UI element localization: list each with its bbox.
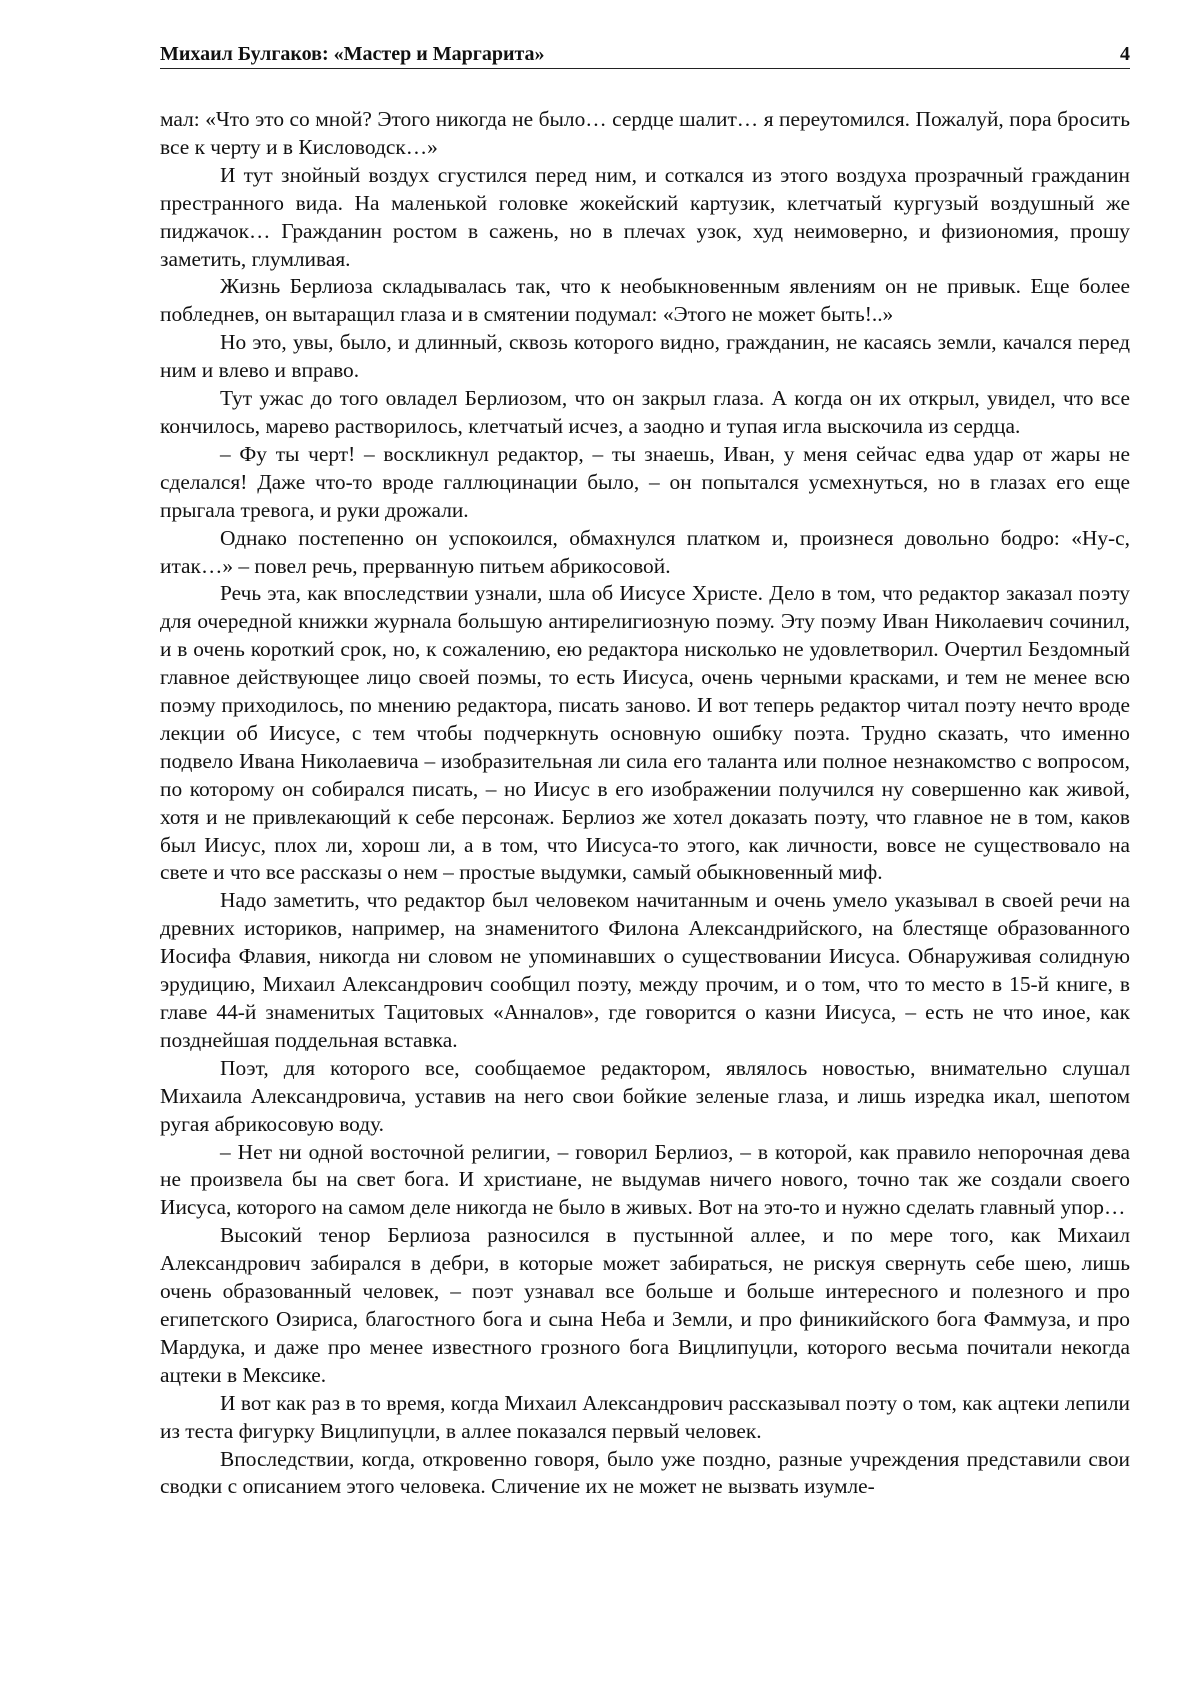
paragraph: Тут ужас до того овладел Берлиозом, что он закрыл глаза. А когда он их открыл, увидел, что все кончилось, марево растворилось, клетчатый исчез, а заодно и тупая игла выскочила из сердца. bbox=[160, 386, 1130, 438]
header-title: Михаил Булгаков: «Мастер и Маргарита» bbox=[160, 43, 545, 65]
body-text bbox=[160, 106, 1130, 1501]
paragraph: Надо заметить, что редактор был человеком начитанным и очень умело указывал в своей речи на древних историков, например, на знаменитого Филона Александрийского, на блестяще образованного Иосифа Флавия, никогда ни словом не упоминавших о существовании Иисуса. Обнаруживая солидную эрудицию, Михаил Александрович сообщил поэту, между прочим, и о том, что то место в 15-й книге, в главе 44-й знаменитых Тацитовых «Анналов», где говорится о казни Иисуса, – есть не что иное, как позднейшая поддельная вставка. bbox=[160, 888, 1130, 1052]
paragraph: – Нет ни одной восточной религии, – говорил Берлиоз, – в которой, как правило непорочная дева не произвела бы на свет бога. И христиане, не выдумав ничего нового, точно так же создали своего Иисуса, которого на самом деле никогда не было в живых. Вот на это-то и нужно сделать главный упор… bbox=[160, 1139, 1130, 1220]
paragraph: Речь эта, как впоследствии узнали, шла об Иисусе Христе. Дело в том, что редактор заказал поэту для очередной книжки журнала большую антирелигиозную поэму. Эту поэму Иван Николаевич сочинил, и в очень короткий срок, но, к сожалению, ею редактора нисколько не удовлетворил. Очертил Бездомный главное действующее лицо своей поэмы, то есть Иисуса, очень черными красками, и тем не менее всю поэму приходилось, по мнению редактора, писать заново. И вот теперь редактор читал поэту нечто вроде лекции об Иисусе, с тем чтобы подчеркнуть основную ошибку поэта. Трудно сказать, что именно подвело Ивана Николаевича – изобразительная ли сила его таланта или полное незнакомство с вопросом, по которому он собирался писать, – но Иисус в его изображении получился ну совершенно как живой, хотя и не привлекающий к себе персонаж. Берлиоз же хотел доказать поэту, что главное не в том, каков был Иисус, плох ли, хорош ли, а в том, что Иисуса-то этого, как личности, вовсе не существовало на свете и что все рассказы о нем – простые выдумки, самый обыкновенный миф. bbox=[160, 581, 1130, 885]
paragraph: – Фу ты черт! – воскликнул редактор, – ты знаешь, Иван, у меня сейчас едва удар от жары не сделался! Даже что-то вроде галлюцинации было, – он попытался усмехнуться, но в глазах его еще прыгала тревога, и руки дрожали. bbox=[160, 441, 1130, 522]
paragraph: И тут знойный воздух сгустился перед ним, и соткался из этого воздуха прозрачный гражданин престранного вида. На маленькой головке жокейский картузик, клетчатый кургузый воздушный же пиджачок… Гражданин ростом в сажень, но в плечах узок, худ неимоверно, и физиономия, прошу заметить, глумливая. bbox=[160, 162, 1130, 271]
paragraph: Высокий тенор Берлиоза разносился в пустынной аллее, и по мере того, как Михаил Александрович забирался в дебри, в которые может забираться, не рискуя свернуть себе шею, лишь очень образованный человек, – поэт узнавал все больше и больше интересного и полезного и про египетского Озириса, благостного бога и сына Неба и Земли, и про финикийского бога Фаммуза, и про Мардука, и даже про менее известного грозного бога Вицлипуцли, которого весьма почитали некогда ацтеки в Мексике. bbox=[160, 1223, 1130, 1387]
paragraph: Поэт, для которого все, сообщаемое редактором, являлось новостью, внимательно слушал Михаила Александровича, уставив на него свои бойкие зеленые глаза, и лишь изредка икал, шепотом ругая абрикосовую воду. bbox=[160, 1055, 1130, 1136]
page-number: 4 bbox=[1120, 43, 1130, 65]
paragraph: И вот как раз в то время, когда Михаил Александрович рассказывал поэту о том, как ацтеки лепили из теста фигурку Вицлипуцли, в аллее показался первый человек. bbox=[160, 1390, 1130, 1443]
paragraph: Жизнь Берлиоза складывалась так, что к необыкновенным явлениям он не привык. Еще более побледнев, он вытаращил глаза и в смятении подумал: «Этого не может быть!..» bbox=[160, 274, 1130, 327]
paragraph: Впоследствии, когда, откровенно говоря, было уже поздно, разные учреждения представили свои сводки с описанием этого человека. Сличение их не может не вызвать изумле- bbox=[160, 1446, 1130, 1499]
paragraph-continued: мал: «Что это со мной? Этого никогда не было… сердце шалит… я переутомился. Пожалуй, пора бросить все к черту и в Кисловодск…» bbox=[160, 107, 1130, 159]
paragraph: Но это, увы, было, и длинный, сквозь которого видно, гражданин, не касаясь земли, качался перед ним и влево и вправо. bbox=[160, 330, 1130, 383]
running-header bbox=[160, 40, 1130, 69]
paragraph: Однако постепенно он успокоился, обмахнулся платком и, произнеся довольно бодро: «Ну-с, итак…» – повел речь, прерванную питьем абрикосовой. bbox=[160, 525, 1130, 578]
